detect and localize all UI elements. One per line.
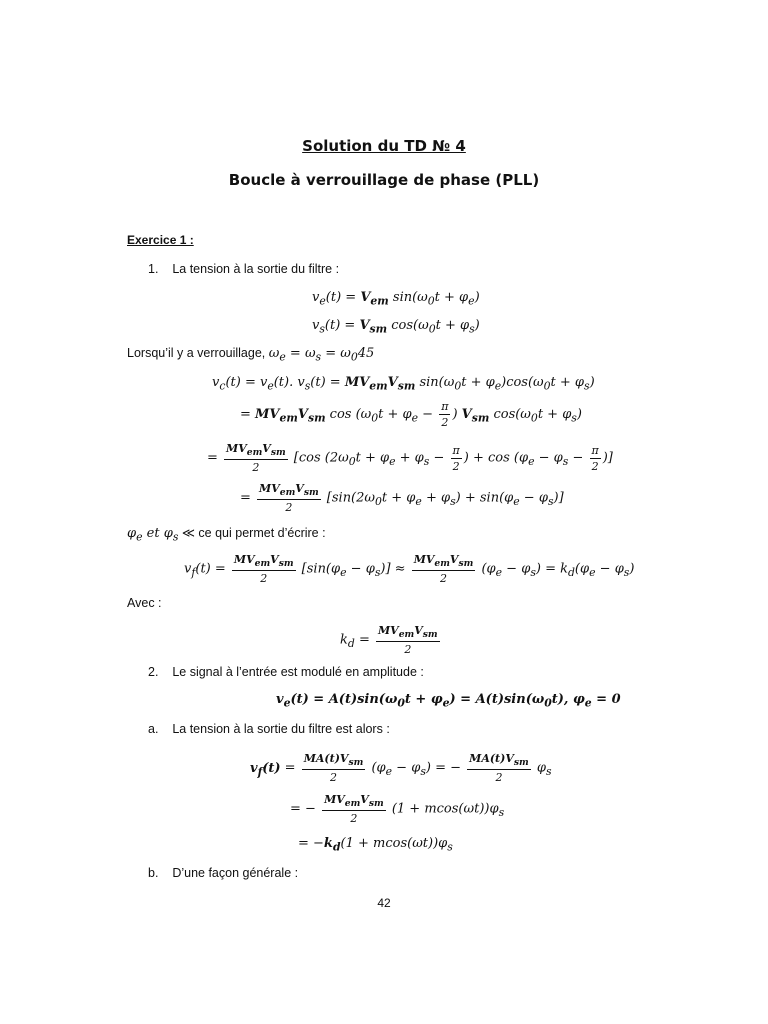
- equation-vs: $v_s(t) = V_{sm}$ $\cos(\omega_0t + \varphi_s)$: [312, 318, 480, 336]
- page-number: 42: [377, 896, 391, 910]
- equation-line-4: = $\frac{MV_{em}V_{sm}}{2}$ $[\sin(2\omega_0t + \varphi_e + \varphi_s) + \sin(\varphi_e - \varphi_s)]$: [240, 482, 564, 515]
- exercise-heading: Exercice 1 :: [127, 233, 194, 247]
- item-b-text: b. D’une façon générale :: [148, 866, 299, 880]
- equation-vc: $v_c(t) = v_e(t)$. $v_s(t) = MV_{em}V_{sm}$ $\sin(\omega_0t + \varphi_e)\cos(\omega_0t + \varphi_s)$: [212, 375, 595, 393]
- equation-am: $v_e(t) = A(t)\sin(\omega_0t + \varphi_e) = A(t)\sin(\omega_0t)$, $\varphi_e = 0$: [276, 692, 621, 710]
- lock-text: Lorsqu’il y a verrouillage, $\omega_e = \omega_s = \omega_045$: [127, 346, 375, 364]
- equation-a3: = $-k_d(1 + mcos(\omega t))\varphi_s$: [298, 836, 453, 854]
- avec-label: Avec :: [127, 596, 162, 610]
- item-1-text: 1. La tension à la sortie du filtre :: [148, 262, 340, 276]
- page-title: Solution du TD № 4: [302, 137, 466, 155]
- equation-a1: $v_f(t)$ = $\frac{MA(t)V_{sm}}{2}$ $(\varphi_e - \varphi_s)$ = − $\frac{MA(t)V_{sm}}{2}$ $\varphi_s$: [250, 752, 552, 785]
- equation-kd: $k_d$ = $\frac{MV_{em}V_{sm}}{2}$: [340, 624, 438, 657]
- item-2-text: 2. Le signal à l’entrée est modulé en amplitude :: [148, 665, 424, 679]
- small-angle-text: $\varphi_e$ et $\varphi_s$ ≪ ce qui permet d’écrire :: [127, 526, 326, 544]
- page-subtitle: Boucle à verrouillage de phase (PLL): [228, 171, 540, 189]
- equation-a2: = − $\frac{MV_{em}V_{sm}}{2}$ $(1 + mcos(\omega t))\varphi_s$: [290, 793, 505, 826]
- equation-line-2: = $MV_{em}V_{sm}$ $\cos (\omega_0t + \varphi_e$ − $\frac{\pi}{2}$ ) $V_{sm}$ $\cos(\omega_0t + \varphi_s)$: [240, 400, 582, 429]
- item-a-text: a. La tension à la sortie du filtre est alors :: [148, 722, 390, 736]
- equation-ve: $v_e(t) = V_{em}$ $\sin(\omega_0t + \varphi_e)$: [312, 290, 480, 308]
- equation-vf: $v_f(t)$ = $\frac{MV_{em}V_{sm}}{2}$ $[\sin(\varphi_e - \varphi_s)]$ ≈ $\frac{MV_{em}V_{sm}}{2}$ $(\varphi_e - \varphi_s) = k_d(\varphi_e - \varphi_s)$: [184, 553, 635, 586]
- equation-line-3: = $\frac{MV_{em}V_{sm}}{2}$ [cos ($2\omega_0t + \varphi_e + \varphi_s$ − $\frac{\pi}{2}$ ) + $\cos (\varphi_e - \varphi_s$ − $\frac{\pi}{2}$ )]: [207, 442, 613, 475]
